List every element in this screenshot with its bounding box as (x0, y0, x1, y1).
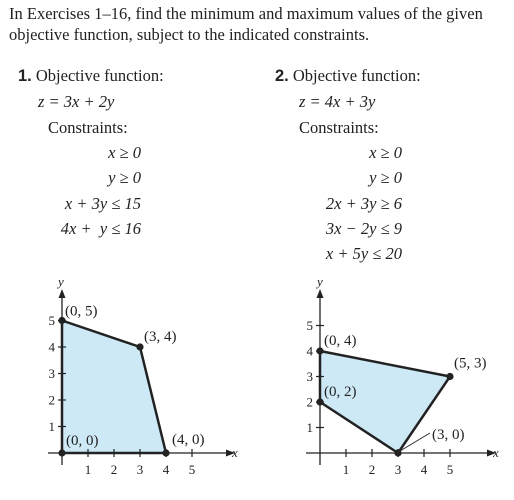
exercise-2-constraint: 2x + 3y ≥ 6 (325, 194, 402, 213)
y-tick-label: 4 (306, 343, 313, 359)
x-axis-label: x (493, 445, 499, 460)
y-tick-label: 2 (306, 394, 313, 410)
exercise-1-constraint: x ≥ 0 (108, 143, 141, 162)
y-axis-arrow-icon (59, 289, 66, 298)
exercise-2-header (275, 66, 421, 86)
vertex-point (58, 449, 65, 456)
x-tick-label: 3 (394, 462, 402, 477)
vertex-label: (0, 0) (66, 433, 99, 449)
vertex-point (316, 347, 323, 354)
y-tick-label: 5 (306, 318, 313, 333)
vertex-label: (0, 4) (324, 333, 357, 349)
x-tick-label: 1 (84, 462, 92, 477)
vertex-point (136, 343, 143, 350)
exercise-2-constraint: 3x − 2y ≤ 9 (325, 219, 402, 238)
exercise-1-constraint: x + 3y ≤ 15 (64, 194, 141, 213)
y-axis-label: y (317, 274, 323, 289)
y-tick-label: 2 (48, 392, 55, 408)
exercise-1-objective: z = 3x + 2y (38, 92, 115, 111)
y-axis-arrow-icon (317, 289, 324, 298)
x-tick-label: 1 (342, 462, 350, 477)
exercise-2-constraint: y ≥ 0 (369, 168, 402, 187)
y-tick-label: 1 (306, 420, 313, 435)
x-tick-label: 4 (420, 462, 428, 477)
exercise-1-constraint: 4x + y ≤ 16 (60, 219, 141, 238)
exercise-instructions: In Exercises 1–16, find the minimum and maximum values of the given objective function, subject to the indicated constraints. (9, 4, 483, 44)
feasible-region (320, 351, 450, 453)
y-axis-label: y (58, 274, 64, 289)
x-tick-label: 5 (188, 462, 196, 477)
y-tick-label: 3 (48, 366, 55, 381)
x-tick-label: 3 (136, 462, 144, 477)
exercise-1-constraint: y ≥ 0 (108, 168, 141, 187)
exercise-2-constraint: x + 5y ≤ 20 (325, 244, 402, 263)
vertex-point (162, 449, 169, 456)
y-tick-label: 4 (48, 339, 55, 355)
y-tick-label: 5 (48, 313, 55, 328)
vertex-label: (4, 0) (172, 432, 205, 448)
vertex-point (316, 398, 323, 405)
x-tick-label: 4 (162, 462, 170, 477)
exercise-2-objective: z = 4x + 3y (299, 92, 376, 111)
vertex-label: (0, 5) (65, 303, 98, 320)
vertex-point (446, 373, 453, 380)
exercise-1-header (18, 66, 164, 86)
y-tick-label: 1 (48, 419, 55, 434)
x-axis-label: x (232, 445, 238, 460)
exercise-2-constraints-label: Constraints: (299, 118, 379, 137)
vertex-label: (3, 4) (144, 329, 177, 345)
exercise-2-graph (257, 270, 514, 500)
exercise-2-number: 2. (275, 67, 289, 85)
x-tick-label: 5 (446, 462, 454, 477)
exercise-1-constraints-label: Constraints: (48, 118, 128, 137)
exercise-1-graph (0, 270, 257, 500)
exercise-1-heading: Objective function: (35, 66, 164, 85)
x-tick-label: 2 (110, 462, 118, 477)
y-tick-label: 3 (306, 369, 313, 384)
exercise-1-number: 1. (18, 67, 32, 85)
x-tick-label: 2 (368, 462, 376, 477)
vertex-label: (5, 3) (454, 355, 487, 372)
vertex-label: (3, 0) (432, 427, 465, 443)
exercise-2-heading: Objective function: (292, 66, 421, 85)
exercise-2-constraint: x ≥ 0 (369, 143, 402, 162)
vertex-label: (0, 2) (324, 384, 357, 400)
